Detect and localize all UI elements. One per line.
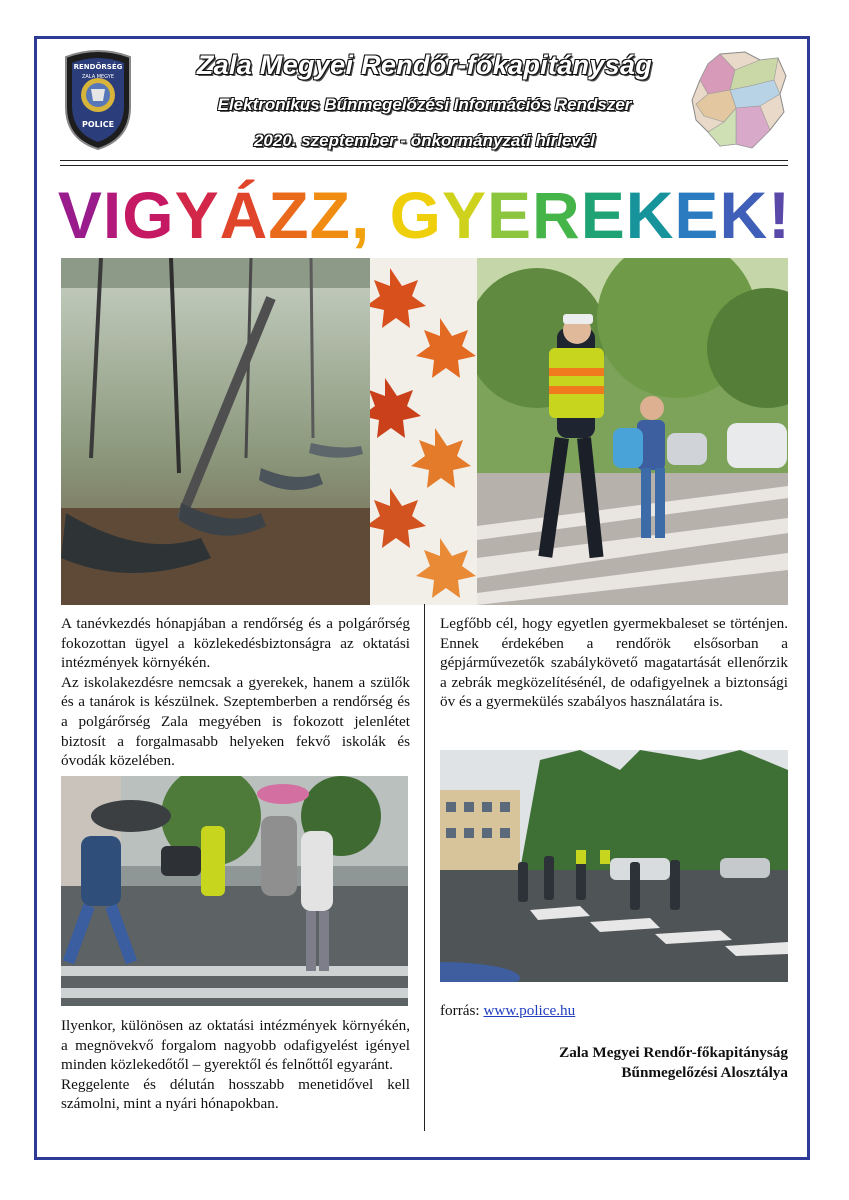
paragraph: Az iskolakezdésre nemcsak a gyerekek, hanem a szülők és a tanárok is készülnek. Szeptemberben a rendőrség és a polgárőrség Zala megyében is fokozott jelenlétet biztosít a forgalmasabb helyeken fekvő iskolák és óvodák közelében. [61, 673, 410, 770]
title-letter: Y [174, 178, 220, 252]
title-letter: Y [441, 178, 488, 252]
swings-photo [61, 258, 370, 605]
header-issue-line: 2020. szeptember - önkormányzati hírlevél [253, 131, 596, 150]
title-letter [370, 175, 389, 255]
school-crossing-photo [440, 750, 788, 982]
paragraph: A tanévkezdés hónapjában a rendőrség és a polgárőrség fokozottan ügyel a közlekedésbiztonságra az oktatási intézmények környékén. [61, 615, 410, 672]
signature-line-1: Zala Megyei Rendőr-főkapitányság [559, 1044, 788, 1061]
title-letter: R [532, 178, 581, 252]
right-column-text-top [440, 614, 788, 712]
paragraph: Ilyenkor, különösen az oktatási intézmények környékén, a megnövekvő forgalom nagyobb odafigyelést igényel minden közlekedőtől – gyerektől és felnőttől egyaránt. [61, 1017, 410, 1074]
paragraph: Reggelente és délután hosszabb menetidővel kell számolni, mint a nyári hónapokban. [61, 1075, 410, 1113]
title-letter: K [719, 178, 769, 252]
source-label: forrás: [440, 1002, 480, 1019]
title-letter: E [487, 178, 533, 252]
main-title [0, 175, 849, 255]
header-rule-top [60, 160, 788, 161]
title-letter: G [122, 178, 175, 252]
title-letter: K [625, 178, 675, 252]
title-letter: G [389, 178, 442, 252]
paragraph: Legfőbb cél, hogy egyetlen gyermekbaleset se történjen. Ennek érdekében a rendőrök elsősorban a gépjárművezetők szabálykövető magatartását ellenőrzik a zebrák megközelítésénél, de odafigyelnek a biztonsági öv és a gyermekülés szabályos használatára is. [440, 615, 788, 711]
officer-child-crosswalk-photo [477, 258, 788, 605]
header-org-name: Zala Megyei Rendőr-főkapitányság [196, 50, 653, 80]
title-letter: ! [768, 178, 792, 252]
title-letter: , [350, 178, 371, 252]
svg-text:ZALA MEGYE: ZALA MEGYE [81, 74, 115, 80]
county-map-image [690, 50, 788, 152]
title-letter: I [102, 178, 123, 252]
column-divider [424, 604, 425, 1131]
source-link[interactable]: www.police.hu [483, 1002, 576, 1019]
rainy-crosswalk-photo [61, 776, 408, 1006]
autumn-leaves-photo [370, 258, 477, 605]
signature-block [440, 1043, 788, 1082]
svg-text:RENDŐRSÉG: RENDŐRSÉG [73, 63, 123, 71]
title-letter: Á [219, 178, 269, 252]
header-rule-bottom [60, 165, 788, 166]
title-letter: Z [268, 178, 310, 252]
title-letter: E [580, 178, 626, 252]
title-letter: V [57, 178, 103, 252]
title-letter: Z [309, 178, 351, 252]
title-letter: E [674, 178, 720, 252]
source-line [440, 1002, 575, 1020]
svg-text:POLICE: POLICE [81, 120, 115, 129]
left-column-text-top [61, 614, 410, 771]
signature-line-2: Bűnmegelőzési Alosztálya [621, 1063, 788, 1081]
left-column-text-bottom [61, 1016, 410, 1114]
header-system-name: Elektronikus Bűnmegelőzési Információs Rendszer [217, 95, 632, 114]
